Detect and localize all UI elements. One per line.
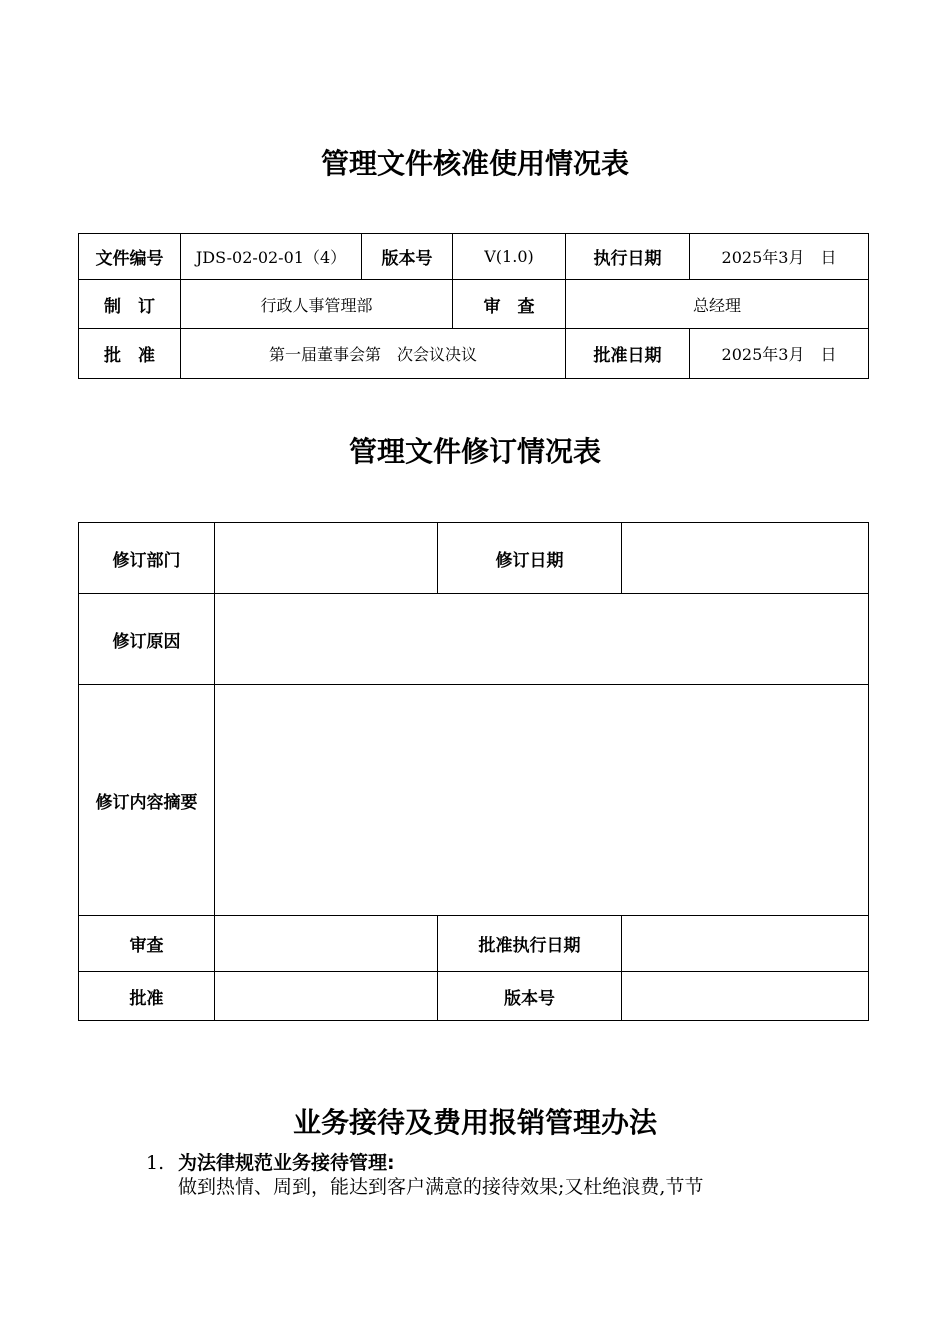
review-label: 审 查 (453, 280, 566, 329)
drafter-value: 行政人事管理部 (181, 280, 453, 329)
revision-reason-value (215, 594, 869, 685)
revision-date-value (622, 523, 869, 594)
revision-version-value (622, 972, 869, 1021)
version-value: V(1.0) (453, 234, 566, 280)
revision-table (78, 522, 869, 1021)
document-title: 业务接待及费用报销管理办法 (292, 1106, 657, 1139)
revision-table-title: 管理文件修订情况表 (348, 435, 601, 468)
approve-value: 第一届董事会第 次会议决议 (181, 329, 566, 379)
exec-date-label: 执行日期 (566, 234, 690, 280)
section-1-paragraph: 做到热情、周到，能达到客户满意的接待效果;又杜绝浪费,节节 (178, 1176, 704, 1198)
revision-summary-value (215, 685, 869, 916)
revision-dept-value (215, 523, 438, 594)
revision-approve-label: 批准 (79, 972, 215, 1021)
review-value: 总经理 (566, 280, 869, 329)
revision-reason-label: 修订原因 (79, 594, 215, 685)
doc-no-value: JDS-02-02-01（4） (181, 234, 362, 280)
section-1-number: 1. (146, 1152, 165, 1174)
revision-approve-exec-date-label: 批准执行日期 (438, 916, 622, 972)
approval-table (78, 233, 869, 379)
approval-table-title: 管理文件核准使用情况表 (320, 147, 629, 180)
revision-dept-label: 修订部门 (79, 523, 215, 594)
revision-approve-value (215, 972, 438, 1021)
revision-approve-exec-date-value (622, 916, 869, 972)
exec-date-value: 2025年3月 日 (690, 234, 869, 280)
approve-date-value: 2025年3月 日 (690, 329, 869, 379)
version-label: 版本号 (362, 234, 453, 280)
approve-label: 批 准 (79, 329, 181, 379)
section-1-heading (146, 1148, 395, 1175)
revision-date-label: 修订日期 (438, 523, 622, 594)
revision-review-value (215, 916, 438, 972)
revision-summary-label: 修订内容摘要 (79, 685, 215, 916)
doc-no-label: 文件编号 (79, 234, 181, 280)
revision-version-label: 版本号 (438, 972, 622, 1021)
approve-date-label: 批准日期 (566, 329, 690, 379)
section-1-heading-text: 为法律规范业务接待管理: (178, 1152, 395, 1174)
revision-review-label: 审查 (79, 916, 215, 972)
drafter-label: 制 订 (79, 280, 181, 329)
